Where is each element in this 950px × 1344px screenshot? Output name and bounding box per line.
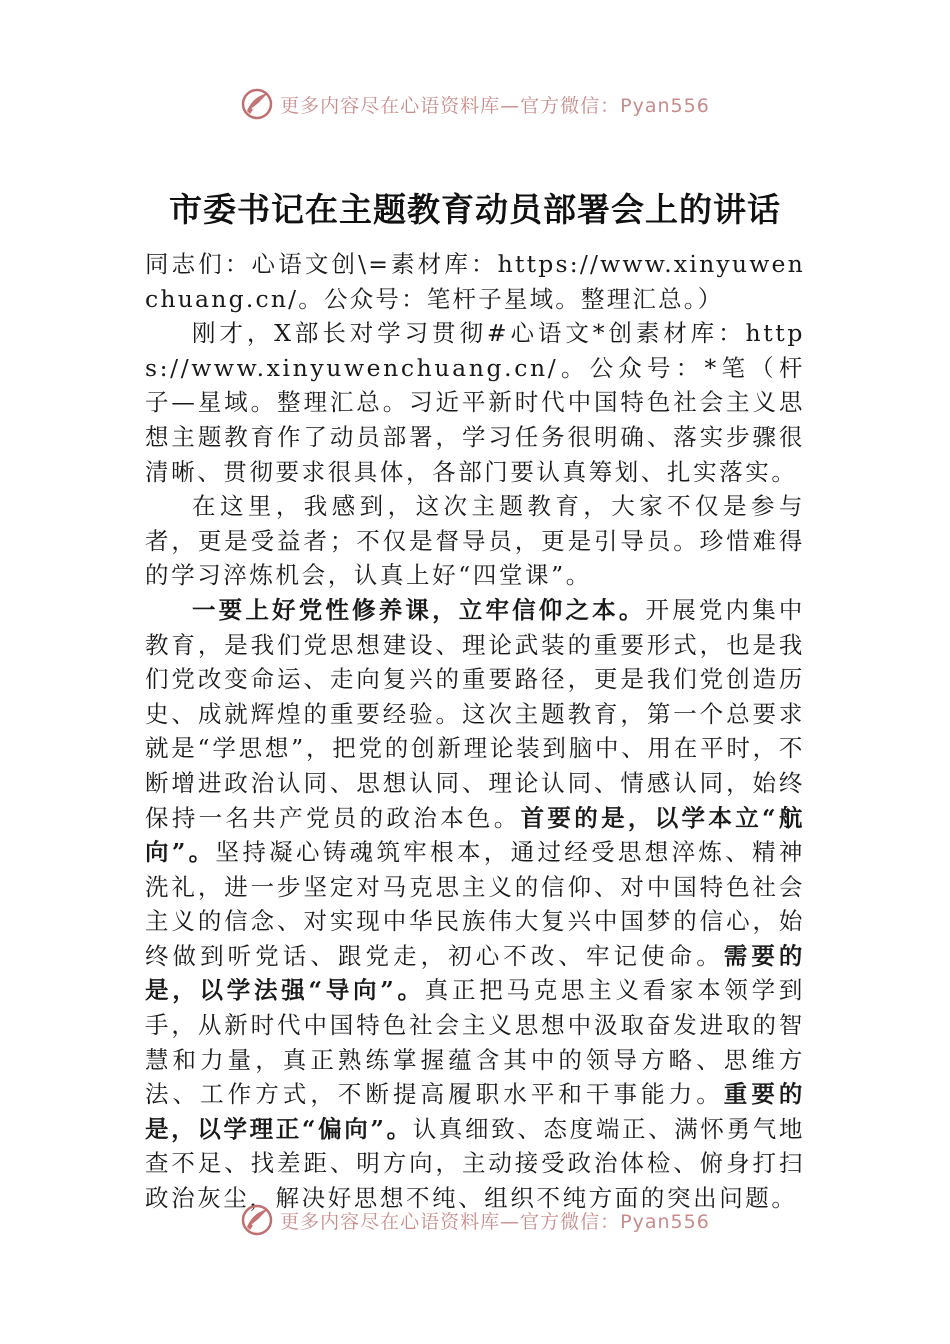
seal-logo-icon [240,87,274,121]
document-body [145,247,805,1222]
watermark-text: 更多内容尽在心语资料库—官方微信：Pyan556 [280,1210,710,1233]
watermark-text: 更多内容尽在心语资料库—官方微信：Pyan556 [280,94,710,117]
watermark-banner-bottom [0,1198,950,1242]
section-1-point-1: 首要的是，以学本立“航向”。 [145,803,805,867]
section-1-heading: 一要上好党性修养课，立牢信仰之本。 [192,595,646,624]
seal-logo-icon [240,1203,274,1237]
watermark-banner-top [0,82,950,126]
section-1-text-3: 真正把马克思主义看家本领学到手，从新时代中国特色社会主义思想中汲取奋发进取的智慧和力量，真正熟练掌握蕴含其中的领导方略、思维方法、工作方式，不断提高履职水平和干事能力。 [145,976,805,1109]
section-1-point-3: 重要的是，以学理正“偏向”。 [145,1080,805,1143]
section-1-point-2: 需要的是，以学法强“导向”。 [145,941,805,1005]
section-1-paragraph [145,593,805,1216]
document-title: 市委书记在主题教育动员部署会上的讲话 [169,190,781,229]
section-1-text-2: 坚持凝心铸魂筑牢根本，通过经受思想淬炼、精神洗礼，进一步坚定对马克思主义的信仰、对中国特色社会主义的信念、对实现中华民族伟大复兴中国梦的信心，始终做到听党话、跟党走，初心不改、牢记使命。 [145,838,805,970]
section-1-text-1: 开展党内集中教育，是我们党思想建设、理论武装的重要形式，也是我们党改变命运、走向复兴的重要路径，更是我们党创造历史、成就辉煌的重要经验。这次主题教育，第一个总要求就是“学思想”，把党的创新理论装到脑中、用在平时，不断增进政治认同、思想认同、理论认同、情感认同，始终保持一名共产党员的政治本色。 [145,595,805,832]
paragraph-1: 刚才，X部长对学习贯彻#心语文*创素材库：https://www.xinyuwenchuang.cn/。公众号：*笔（杆子—星域。整理汇总。习近平新时代中国特色社会主义思想主题教育作了动员部署，学习任务很明确、落实步骤很清晰、贯彻要求很具体，各部门要认真筹划、扎实落实。 [145,319,805,486]
greeting-paragraph: 同志们：心语文创\=素材库：https://www.xinyuwenchuang.cn/。公众号：笔杆子星域。整理汇总。） [145,250,805,313]
paragraph-2: 在这里，我感到，这次主题教育，大家不仅是参与者，更是受益者；不仅是督导员，更是引导员。珍惜难得的学习淬炼机会，认真上好“四堂课”。 [145,492,805,590]
section-1-text-4: 认真细致、态度端正、满怀勇气地查不足、找差距、明方向，主动接受政治体检、俯身打扫政治灰尘，解决好思想不纯、组织不纯方面的突出问题。 [145,1114,805,1213]
